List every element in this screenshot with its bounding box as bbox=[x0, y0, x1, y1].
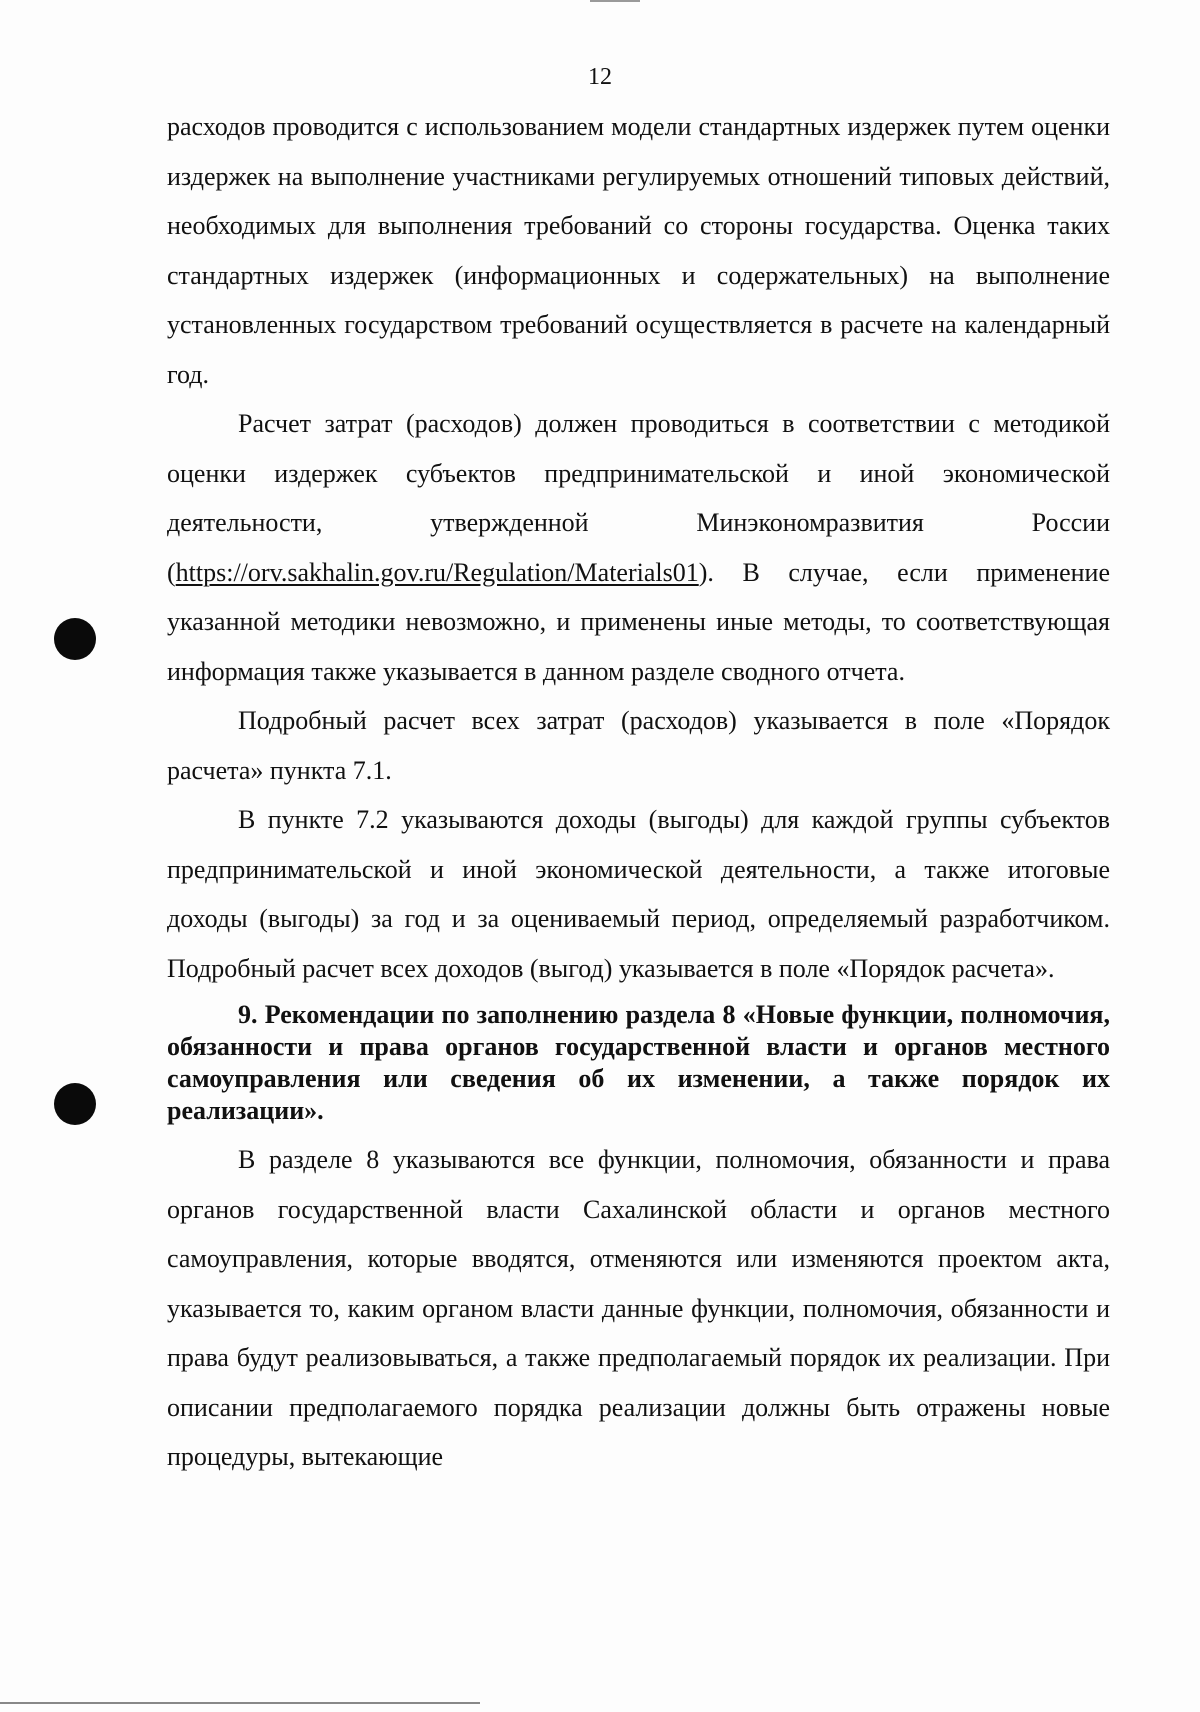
punch-hole-lower bbox=[54, 1083, 96, 1125]
paragraph-cost-calculation bbox=[167, 399, 1110, 696]
paragraph-section-8-description: В разделе 8 указываются все функции, полномочия, обязанности и права органов государственной власти Сахалинской области и органов местного самоуправления, которые вводятся, отменяются или изменяются проектом акта, указывается то, каким органом власти данные функции, полномочия, обязанности и права будут реализовываться, а также предполагаемый порядок их реализации. При описании предполагаемого порядка реализации должны быть отражены новые процедуры, вытекающие bbox=[167, 1145, 1110, 1471]
methodology-link[interactable]: https://orv.sakhalin.gov.ru/Regulation/Materials01 bbox=[175, 557, 699, 587]
document-body bbox=[167, 102, 1110, 1482]
paragraph-cost-calculation-text-start: Расчет затрат (расходов) должен проводиться в соответствии с методикой оценки издержек субъектов предпринимательской и иной экономической деятельности, утвержденной Минэкономразвития России ( bbox=[167, 409, 1110, 587]
paragraph-costs-method: расходов проводится с использованием модели стандартных издержек путем оценки издержек на выполнение участниками регулируемых отношений типовых действий, необходимых для выполнения требований со стороны государства. Оценка таких стандартных издержек (информационных и содержательных) на выполнение установленных государством требований осуществляется в расчете на календарный год. bbox=[167, 112, 1110, 389]
paragraph-cost-calculation-text-end: ). В случае, если применение указанной методики невозможно, и применены иные методы, то соответствующая информация также указывается в данном разделе сводного отчета. bbox=[167, 557, 1110, 686]
scan-edge-line-top bbox=[590, 0, 640, 2]
punch-hole-upper bbox=[54, 618, 96, 660]
paragraph-income-benefits: В пункте 7.2 указываются доходы (выгоды) для каждой группы субъектов предпринимательской и иной экономической деятельности, а также итоговые доходы (выгоды) за год и за оцениваемый период, определяемый разработчиком. Подробный расчет всех доходов (выгод) указывается в поле «Порядок расчета». bbox=[167, 805, 1110, 983]
scan-edge-line-bottom bbox=[0, 1702, 480, 1704]
paragraph-detailed-cost-calculation: Подробный расчет всех затрат (расходов) указывается в поле «Порядок расчета» пункта 7.1. bbox=[167, 706, 1110, 785]
page-number: 12 bbox=[588, 64, 612, 90]
section-9-heading: 9. Рекомендации по заполнению раздела 8 «Новые функции, полномочия, обязанности и права органов государственной власти и органов местного самоуправления или сведения об их изменении, а также порядок их реализации». bbox=[167, 1000, 1110, 1125]
